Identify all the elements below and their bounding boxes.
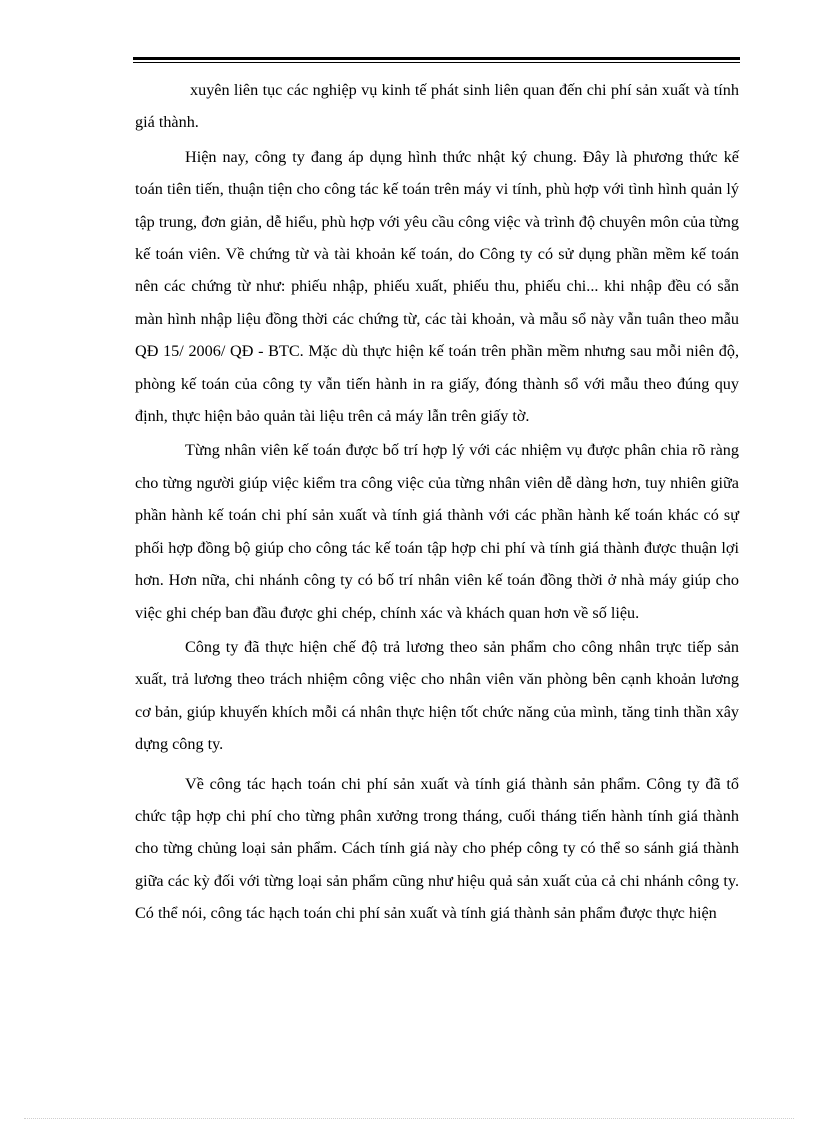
header-rule-thin <box>133 62 740 63</box>
document-body <box>135 74 739 930</box>
paragraph-5: Về công tác hạch toán chi phí sản xuất và tính giá thành sản phẩm. Công ty đã tổ chức tập hợp chi phí cho từng phân xưởng trong tháng, cuối tháng tiến hành tính giá thành cho từng chủng loại sản phẩm. Cách tính giá này cho phép công ty có thể so sánh giá thành giữa các kỳ đối với từng loại sản phẩm cũng như hiệu quả sản xuất của cả chi nhánh công ty. Có thể nói, công tác hạch toán chi phí sản xuất và tính giá thành sản phẩm được thực hiện <box>135 774 739 923</box>
page-bottom-border <box>24 1118 794 1119</box>
paragraph-1: xuyên liên tục các nghiệp vụ kinh tế phát sinh liên quan đến chi phí sản xuất và tính giá thành. <box>135 81 739 132</box>
header-rule-thick <box>133 57 740 60</box>
paragraph-2: Hiện nay, công ty đang áp dụng hình thức nhật ký chung. Đây là phương thức kế toán tiên tiến, thuận tiện cho công tác kế toán trên máy vi tính, phù hợp với tình hình quản lý tập trung, đơn giản, dễ hiểu, phù hợp với yêu cầu công việc và trình độ chuyên môn của từng kế toán viên. Về chứng từ và tài khoản kế toán, do Công ty có sử dụng phần mềm kế toán nên các chứng từ như: phiếu nhập, phiếu xuất, phiếu thu, phiếu chi... khi nhập đều có sẵn màn hình nhập liệu đồng thời các chứng từ, các tài khoản, và mẫu sổ này vẫn tuân theo mẫu QĐ 15/ 2006/ QĐ - BTC. Mặc dù thực hiện kế toán trên phần mềm nhưng sau mỗi niên độ, phòng kế toán của công ty vẫn tiến hành in ra giấy, đóng thành sổ với mẫu theo đúng quy định, thực hiện bảo quản tài liệu trên cả máy lẫn trên giấy tờ. <box>135 147 739 426</box>
paragraph-3: Từng nhân viên kế toán được bố trí hợp lý với các nhiệm vụ được phân chia rõ ràng cho từng người giúp việc kiểm tra công việc của từng nhân viên dễ dàng hơn, tuy nhiên giữa phần hành kế toán chi phí sản xuất và tính giá thành với các phần hành kế toán khác có sự phối hợp đồng bộ giúp cho công tác kế toán tập hợp chi phí và tính giá thành được thuận lợi hơn. Hơn nữa, chi nhánh công ty có bố trí nhân viên kế toán đồng thời ở nhà máy giúp cho việc ghi chép ban đầu được ghi chép, chính xác và khách quan hơn về số liệu. <box>135 441 739 622</box>
paragraph-4: Công ty đã thực hiện chế độ trả lương theo sản phẩm cho công nhân trực tiếp sản xuất, trả lương theo trách nhiệm công việc cho nhân viên văn phòng bên cạnh khoản lương cơ bản, giúp khuyến khích mỗi cá nhân thực hiện tốt chức năng của mình, tăng tinh thần xây dựng công ty. <box>135 637 739 754</box>
